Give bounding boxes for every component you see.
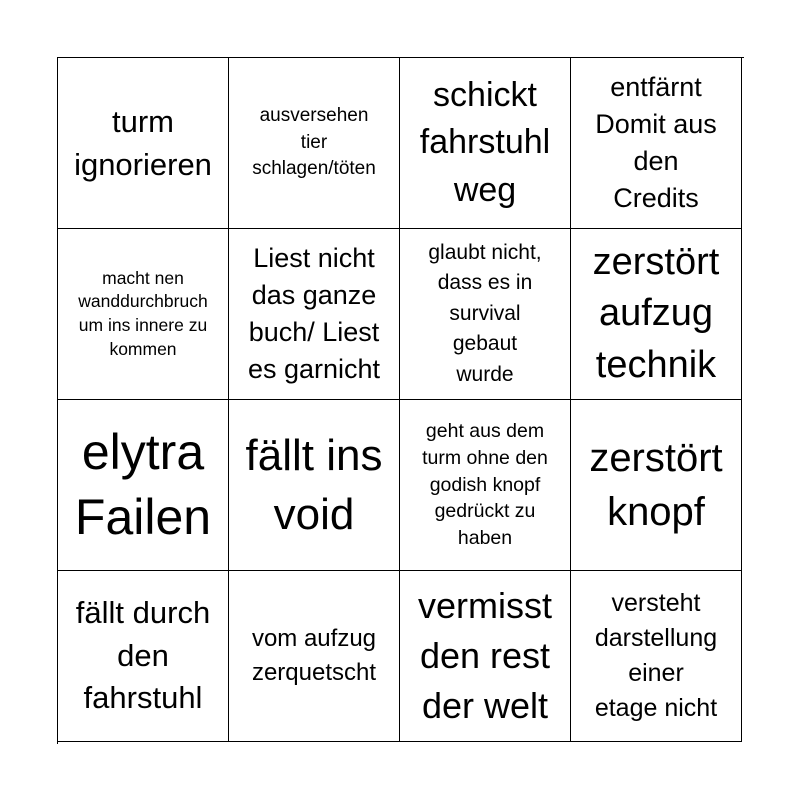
bingo-cell[interactable] — [571, 400, 742, 571]
bingo-cell[interactable] — [58, 571, 229, 742]
bingo-cell[interactable] — [400, 58, 571, 229]
cell-text: glaubt nicht, dass es in survival gebaut wurde — [428, 240, 542, 386]
bingo-cell[interactable] — [58, 400, 229, 571]
bingo-cell[interactable] — [58, 229, 229, 400]
cell-text: zerstört knopf — [589, 436, 723, 534]
bingo-cell[interactable] — [400, 400, 571, 571]
bingo-cell[interactable] — [229, 58, 400, 229]
cell-text: vermisst den rest der welt — [418, 585, 552, 726]
cell-text: Liest nicht das ganze buch/ Liest es garnicht — [247, 242, 381, 385]
cell-text: entfärnt Domit aus den Credits — [595, 71, 717, 214]
cell-text: fällt durch den fahrstuhl — [75, 594, 211, 716]
cell-text: schickt fahrstuhl weg — [419, 75, 551, 209]
bingo-board — [57, 57, 744, 744]
bingo-cell[interactable] — [229, 400, 400, 571]
bingo-cell[interactable] — [571, 571, 742, 742]
bingo-cell[interactable] — [58, 58, 229, 229]
cell-text: elytra Failen — [74, 424, 212, 545]
cell-text: fällt ins void — [245, 430, 383, 539]
bingo-cell[interactable] — [229, 229, 400, 400]
cell-text: zerstört aufzug technik — [592, 241, 720, 386]
cell-text: vom aufzug zerquetscht — [251, 625, 377, 686]
cell-text: turm ignorieren — [74, 103, 212, 182]
bingo-cell[interactable] — [229, 571, 400, 742]
cell-text: geht aus dem turm ohne den godish knopf gedrückt zu haben — [422, 419, 548, 550]
bingo-cell[interactable] — [571, 58, 742, 229]
bingo-cell[interactable] — [400, 229, 571, 400]
bingo-cell[interactable] — [400, 571, 571, 742]
cell-text: ausversehen tier schlagen/töten — [252, 105, 376, 180]
cell-text: versteht darstellung einer etage nicht — [594, 589, 718, 722]
cell-text: macht nen wanddurchbruch um ins innere zu kommen — [78, 267, 208, 359]
bingo-cell[interactable] — [571, 229, 742, 400]
